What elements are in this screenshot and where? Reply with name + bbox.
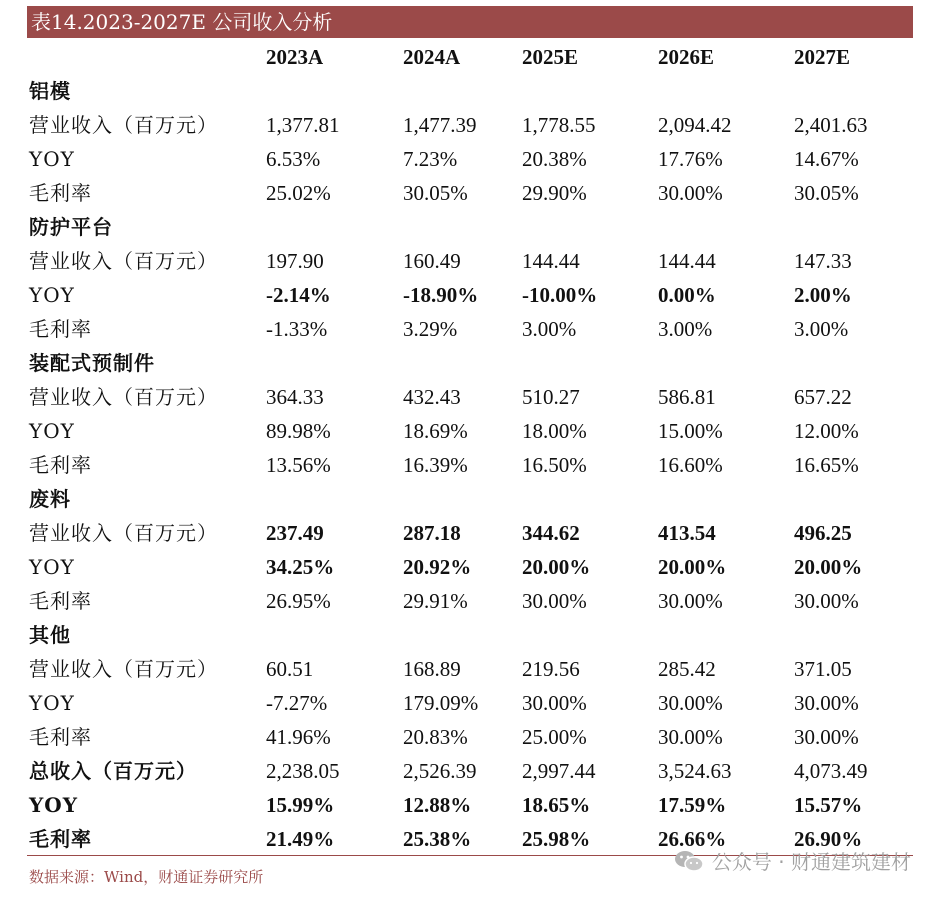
table-cell: -10.00%: [522, 283, 598, 307]
table-row: [0, 380, 937, 414]
source-note: 数据来源：Wind，财通证券研究所: [29, 868, 264, 886]
table-cell: 30.00%: [794, 691, 859, 715]
table-cell: 25.00%: [522, 725, 587, 749]
table-row: [0, 414, 937, 448]
table-title: 表14.2023-2027E 公司收入分析: [27, 6, 913, 38]
table-row: [0, 312, 937, 346]
table-cell: 30.00%: [658, 181, 723, 205]
table-cell: 144.44: [522, 249, 580, 273]
table-cell: 18.00%: [522, 419, 587, 443]
section-header-row: [0, 74, 937, 108]
table-cell: 16.39%: [403, 453, 468, 477]
table-cell: 510.27: [522, 385, 580, 409]
table-cell: 285.42: [658, 657, 716, 681]
table-row: [0, 108, 937, 142]
table-cell: 144.44: [658, 249, 716, 273]
row-label: 营业收入（百万元）: [29, 385, 218, 409]
header-2027e: 2027E: [794, 45, 851, 69]
table-cell: 17.59%: [658, 793, 727, 817]
table-cell: 89.98%: [266, 419, 331, 443]
table-cell: 3.00%: [522, 317, 577, 341]
table-cell: 25.38%: [403, 827, 472, 851]
table-cell: 147.33: [794, 249, 852, 273]
table-row: [0, 176, 937, 210]
table-cell: 26.90%: [794, 827, 863, 851]
table-cell: 2.00%: [794, 283, 852, 307]
table-cell: 2,401.63: [794, 113, 868, 137]
table-cell: -1.33%: [266, 317, 328, 341]
table-cell: 29.91%: [403, 589, 468, 613]
table-cell: -18.90%: [403, 283, 479, 307]
table-cell: 4,073.49: [794, 759, 868, 783]
table-cell: 30.00%: [658, 589, 723, 613]
table-cell: 3,524.63: [658, 759, 732, 783]
row-label: YOY: [29, 555, 75, 579]
table-cell: 29.90%: [522, 181, 587, 205]
table-cell: 60.51: [266, 657, 314, 681]
table-cell: 25.02%: [266, 181, 331, 205]
row-label: YOY: [29, 147, 75, 171]
row-label: YOY: [29, 419, 75, 443]
table-cell: 14.67%: [794, 147, 859, 171]
table-cell: 20.83%: [403, 725, 468, 749]
table-cell: 30.05%: [403, 181, 468, 205]
row-label: 毛利率: [29, 181, 92, 205]
row-label: 毛利率: [29, 827, 92, 851]
row-label: 其他: [29, 623, 71, 647]
table-row: [0, 142, 937, 176]
table-cell: 1,377.81: [266, 113, 340, 137]
row-label: YOY: [29, 691, 75, 715]
table-cell: 20.92%: [403, 555, 472, 579]
section-header-row: [0, 618, 937, 652]
table-row: [0, 516, 937, 550]
table-row: [0, 754, 937, 788]
table-cell: 496.25: [794, 521, 852, 545]
table-cell: 20.00%: [794, 555, 863, 579]
table-cell: 30.00%: [794, 725, 859, 749]
table-cell: 197.90: [266, 249, 324, 273]
table-cell: 30.00%: [522, 589, 587, 613]
row-label: 总收入（百万元）: [29, 759, 197, 783]
table-cell: 2,526.39: [403, 759, 477, 783]
table-cell: 13.56%: [266, 453, 331, 477]
row-label: YOY: [29, 283, 75, 307]
table-cell: 1,477.39: [403, 113, 477, 137]
wechat-icon: [674, 849, 704, 873]
table-cell: 34.25%: [266, 555, 335, 579]
table-cell: 16.60%: [658, 453, 723, 477]
table-cell: 15.99%: [266, 793, 335, 817]
header-2024a: 2024A: [403, 45, 461, 69]
table-cell: 0.00%: [658, 283, 716, 307]
table-cell: 586.81: [658, 385, 716, 409]
table-cell: 30.05%: [794, 181, 859, 205]
table-cell: 15.57%: [794, 793, 863, 817]
watermark-text: 公众号 · 财通建筑建材: [711, 850, 911, 874]
table-row: [0, 448, 937, 482]
table-cell: 6.53%: [266, 147, 321, 171]
table-cell: 179.09%: [403, 691, 479, 715]
table-cell: 2,997.44: [522, 759, 596, 783]
table-header: [0, 40, 937, 74]
table-cell: 16.50%: [522, 453, 587, 477]
table-cell: 160.49: [403, 249, 461, 273]
header-2026e: 2026E: [658, 45, 715, 69]
table-cell: 16.65%: [794, 453, 859, 477]
table-cell: 2,238.05: [266, 759, 340, 783]
table-cell: 219.56: [522, 657, 580, 681]
table-cell: 15.00%: [658, 419, 723, 443]
table-cell: 3.00%: [658, 317, 713, 341]
row-label: 毛利率: [29, 453, 92, 477]
table-cell: 371.05: [794, 657, 852, 681]
table-cell: 30.00%: [658, 725, 723, 749]
watermark: [674, 846, 911, 875]
table-cell: 20.00%: [658, 555, 727, 579]
table-cell: 30.00%: [794, 589, 859, 613]
table-cell: 20.00%: [522, 555, 591, 579]
table-cell: 7.23%: [403, 147, 458, 171]
table-cell: 364.33: [266, 385, 324, 409]
table-row: [0, 584, 937, 618]
table-cell: 30.00%: [658, 691, 723, 715]
header-2025e: 2025E: [522, 45, 579, 69]
table-cell: 1,778.55: [522, 113, 596, 137]
table-cell: -2.14%: [266, 283, 331, 307]
table-cell: 344.62: [522, 521, 580, 545]
row-label: 营业收入（百万元）: [29, 113, 218, 137]
table-cell: 20.38%: [522, 147, 587, 171]
section-header-row: [0, 210, 937, 244]
table-cell: 168.89: [403, 657, 461, 681]
table-row: [0, 550, 937, 584]
table-row: [0, 244, 937, 278]
row-label: 装配式预制件: [29, 351, 155, 375]
header-2023a: 2023A: [266, 45, 324, 69]
table-cell: 21.49%: [266, 827, 335, 851]
table-cell: 287.18: [403, 521, 461, 545]
table-cell: 432.43: [403, 385, 461, 409]
table-row: [0, 720, 937, 754]
table-cell: 3.00%: [794, 317, 849, 341]
table-row: [0, 278, 937, 312]
table-cell: 657.22: [794, 385, 852, 409]
table-cell: 3.29%: [403, 317, 458, 341]
table-row: [0, 686, 937, 720]
row-label: 毛利率: [29, 317, 92, 341]
row-label: 毛利率: [29, 725, 92, 749]
row-label: 毛利率: [29, 589, 92, 613]
table-cell: 25.98%: [522, 827, 591, 851]
table-cell: 18.65%: [522, 793, 591, 817]
row-label: YOY: [29, 793, 78, 817]
table-cell: -7.27%: [266, 691, 328, 715]
section-header-row: [0, 482, 937, 516]
table-row: [0, 788, 937, 822]
row-label: 营业收入（百万元）: [29, 249, 218, 273]
row-label: 防护平台: [29, 215, 113, 239]
table-cell: 17.76%: [658, 147, 723, 171]
table-cell: 18.69%: [403, 419, 468, 443]
table-row: [0, 652, 937, 686]
row-label: 废料: [29, 487, 71, 511]
table-cell: 26.95%: [266, 589, 331, 613]
row-label: 营业收入（百万元）: [29, 657, 218, 681]
table-cell: 41.96%: [266, 725, 331, 749]
table-cell: 413.54: [658, 521, 716, 545]
table-cell: 26.66%: [658, 827, 727, 851]
row-label: 铝模: [29, 79, 71, 103]
table-cell: 2,094.42: [658, 113, 732, 137]
section-header-row: [0, 346, 937, 380]
table-cell: 12.88%: [403, 793, 472, 817]
row-label: 营业收入（百万元）: [29, 521, 218, 545]
table-cell: 12.00%: [794, 419, 859, 443]
table-cell: 237.49: [266, 521, 324, 545]
table-cell: 30.00%: [522, 691, 587, 715]
